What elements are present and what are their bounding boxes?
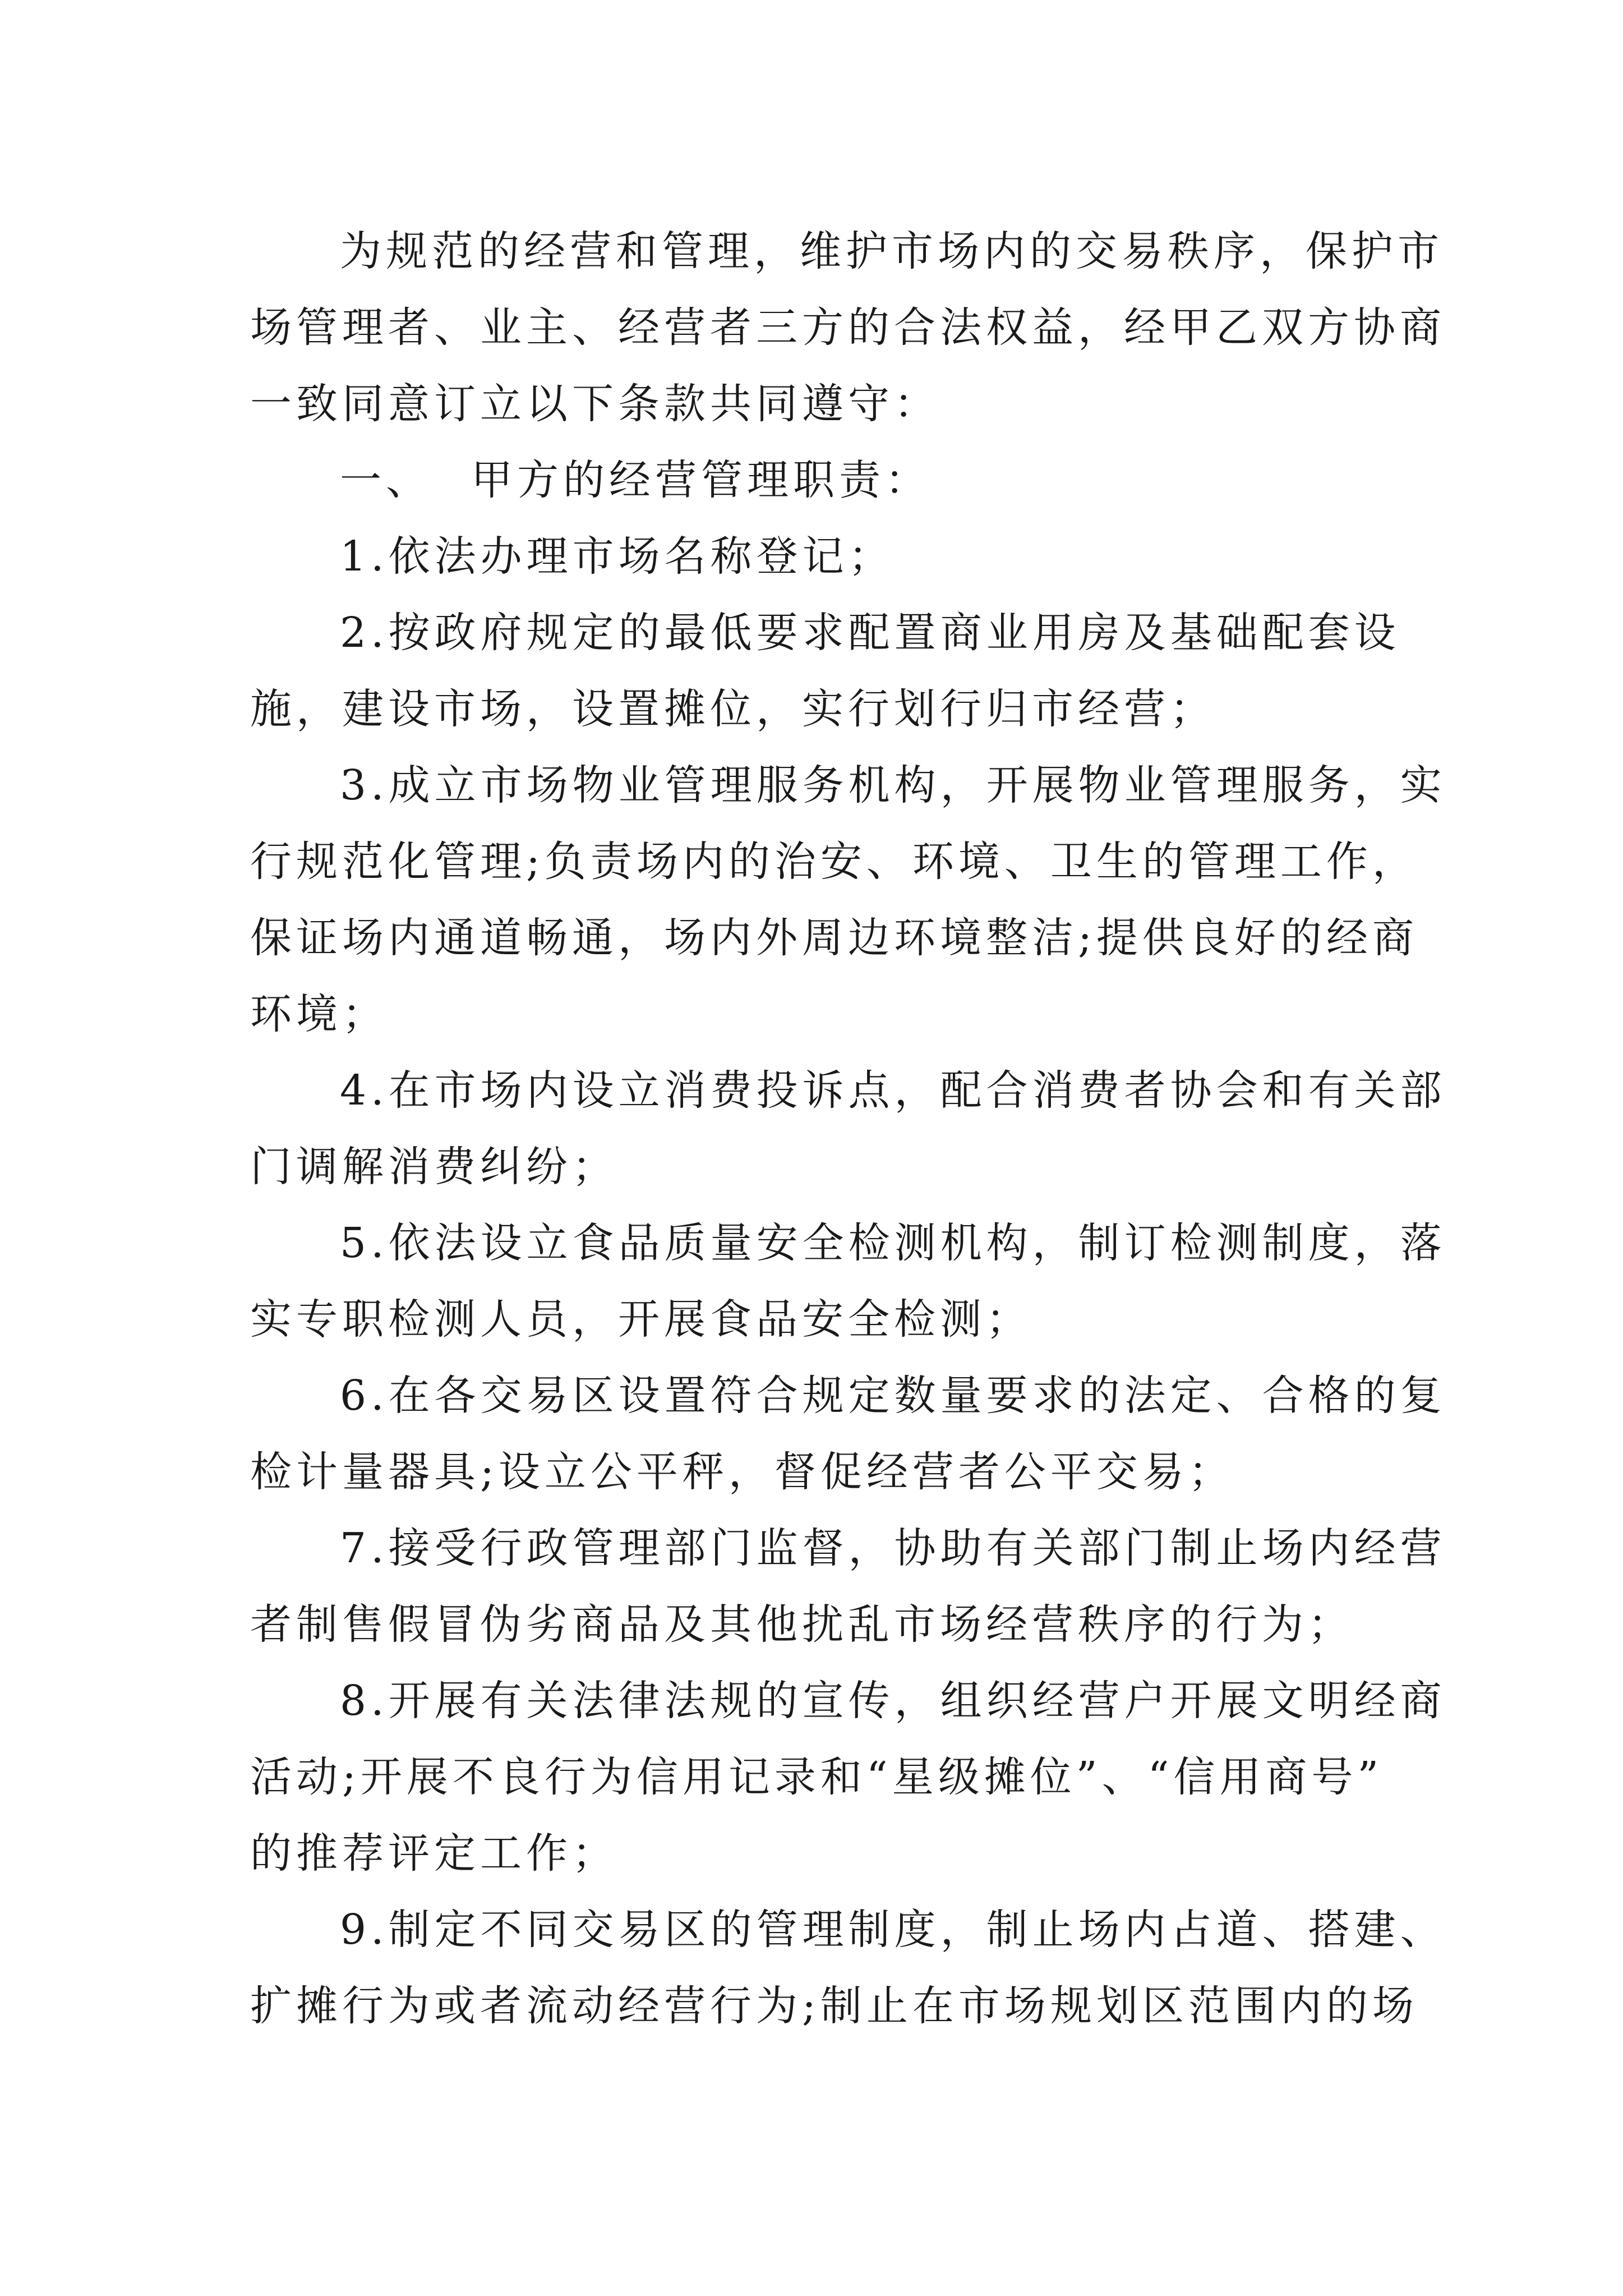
text-line: 8.开展有关法律法规的宣传，组织经营户开展文明经商	[340, 1677, 1446, 1725]
text-line: 的推荐评定工作；	[250, 1829, 618, 1878]
text-line: 6.在各交易区设置符合规定数量要求的法定、合格的复	[340, 1372, 1446, 1420]
text-line: 环境；	[250, 990, 388, 1038]
text-line: 5.依法设立食品质量安全检测机构，制订检测制度，落	[340, 1219, 1446, 1267]
section-heading	[250, 442, 1383, 518]
text-line: 活动;开展不良行为信用记录和“星级摊位”、“信用商号”	[250, 1753, 1384, 1801]
text-line: 门调解消费纠纷；	[250, 1143, 618, 1191]
text-line: 场管理者、业主、经营者三方的合法权益，经甲乙双方协商	[250, 303, 1446, 352]
section-title: 甲方的经营管理职责：	[471, 456, 931, 504]
text-line: 一致同意订立以下条款共同遵守：	[250, 380, 940, 428]
text-line: 扩摊行为或者流动经营行为;制止在市场规划区范围内的场	[250, 1982, 1418, 2030]
text-line: 检计量器具;设立公平秤，督促经营者公平交易；	[250, 1448, 1234, 1496]
text-line: 2.按政府规定的最低要求配置商业用房及基础配套设	[340, 609, 1400, 657]
text-line: 施，建设市场，设置摊位，实行划行归市经营；	[250, 685, 1216, 733]
list-item-4	[250, 1052, 1446, 1205]
text-line: 为规范的经营和管理，维护市场内的交易秩序，保护市	[340, 227, 1444, 275]
list-item-7	[250, 1510, 1446, 1663]
document-body	[250, 213, 1446, 2044]
text-line: 7.接受行政管理部门监督，协助有关部门制止场内经营	[340, 1524, 1446, 1572]
list-item-8	[250, 1663, 1446, 1892]
text-line: 9.制定不同交易区的管理制度，制止场内占道、搭建、	[340, 1906, 1446, 1954]
list-item-3	[250, 747, 1446, 1052]
intro-paragraph	[250, 213, 1446, 442]
text-line: 保证场内通道畅通，场内外周边环境整洁;提供良好的经商	[250, 914, 1418, 962]
text-line: 者制售假冒伪劣商品及其他扰乱市场经营秩序的行为；	[250, 1600, 1354, 1649]
list-item-1	[250, 518, 1383, 595]
list-item-2	[250, 595, 1400, 747]
text-line: 实专职检测人员，开展食品安全检测；	[250, 1295, 1032, 1343]
list-item-9	[250, 1892, 1446, 2044]
list-item-5	[250, 1205, 1446, 1358]
text-line: 1.依法办理市场名称登记；	[340, 532, 895, 581]
text-line: 3.成立市场物业管理服务机构，开展物业管理服务，实	[340, 761, 1446, 809]
list-item-6	[250, 1358, 1446, 1510]
section-number: 一、	[340, 456, 432, 504]
text-line: 4.在市场内设立消费投诉点，配合消费者协会和有关部	[340, 1066, 1446, 1115]
text-line: 行规范化管理;负责场内的治安、环境、卫生的管理工作，	[250, 838, 1418, 886]
